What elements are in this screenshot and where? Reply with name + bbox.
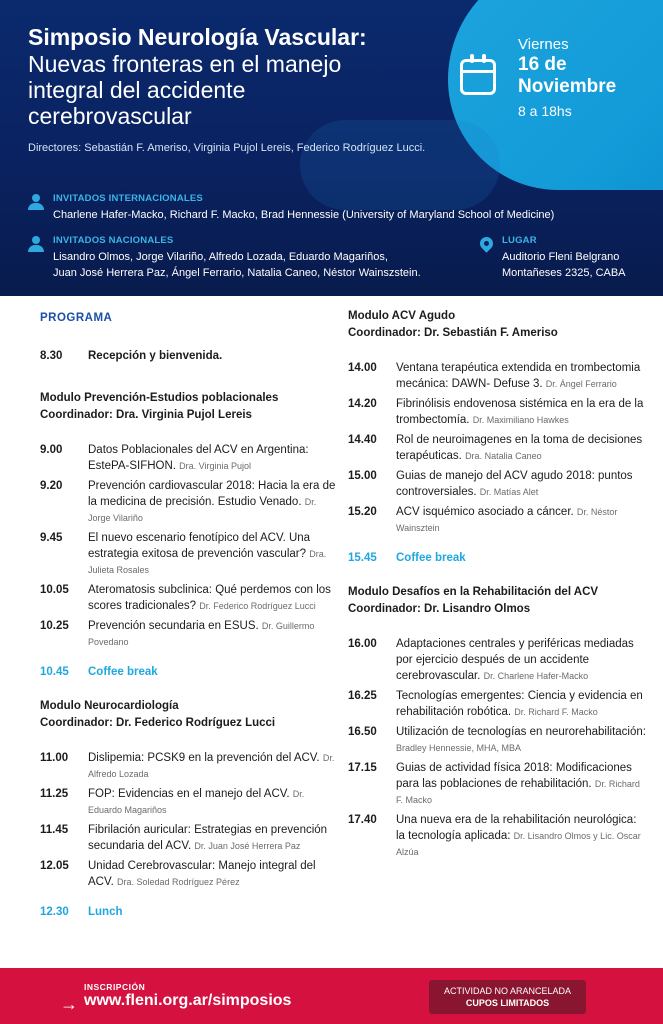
entry-time: 15.20 bbox=[348, 506, 377, 518]
program-entry bbox=[40, 858, 340, 890]
entry-time: 10.05 bbox=[40, 584, 69, 596]
national-names-line: Juan José Herrera Paz, Ángel Ferrario, Natalia Caneo, Néstor Wainszstein. bbox=[53, 267, 421, 279]
entry-text: Unidad Cerebrovascular: Manejo integral del ACV. bbox=[88, 860, 316, 888]
entry-time: 11.25 bbox=[40, 788, 69, 800]
entry-text: Rol de neuroimagenes en la toma de decisiones terapéuticas. bbox=[396, 434, 643, 462]
international-label: INVITADOS INTERNACIONALES bbox=[53, 193, 203, 204]
entry-speaker: Dra. Soledad Rodríguez Pérez bbox=[117, 877, 240, 887]
entry-text: Fibrinólisis endovenosa sistémica en la era de la trombectomía. bbox=[396, 398, 644, 426]
program-entry bbox=[40, 442, 340, 474]
entry-description bbox=[396, 636, 648, 684]
program-entry bbox=[40, 530, 340, 578]
module-coordinator: Coordinador: Dr. Lisandro Olmos bbox=[348, 603, 531, 615]
person-icon bbox=[28, 236, 44, 252]
module-items bbox=[40, 750, 340, 890]
title-bold: Simposio Neurología Vascular: bbox=[28, 24, 367, 50]
header bbox=[0, 0, 663, 296]
entry-speaker: Dra. Julieta Rosales bbox=[88, 549, 327, 575]
program-entry bbox=[348, 636, 648, 684]
entry-text: Utilización de tecnologías en neurorehabilitación: bbox=[396, 726, 646, 738]
program-entry bbox=[40, 478, 340, 526]
entry-text: Recepción y bienvenida. bbox=[88, 350, 223, 362]
title-line: integral del accidente bbox=[28, 77, 246, 103]
entry-text: Ventana terapéutica extendida en trombectomia mecánica: DAWN- Defuse 3. bbox=[396, 362, 641, 390]
entry-time: 15.00 bbox=[348, 470, 377, 482]
event-day: Viernes bbox=[518, 36, 569, 53]
event-title bbox=[28, 24, 448, 129]
entry-description bbox=[88, 530, 340, 578]
program-entry bbox=[40, 348, 340, 364]
registration-link[interactable]: www.fleni.org.ar/simposios bbox=[84, 992, 292, 1009]
entry-description bbox=[88, 786, 340, 818]
module-items bbox=[348, 636, 648, 860]
break-time: 15.45 bbox=[348, 552, 377, 564]
entry-description bbox=[396, 396, 648, 428]
entry-text: ACV isquémico asociado a cáncer. bbox=[396, 506, 574, 518]
module-coordinator: Coordinador: Dr. Federico Rodríguez Lucci bbox=[40, 717, 276, 729]
entry-text: Dislipemia: PCSK9 en la prevención del ACV. bbox=[88, 752, 320, 764]
program-title: PROGRAMA bbox=[40, 312, 113, 324]
entry-speaker: Dr. Charlene Hafer-Macko bbox=[483, 671, 589, 681]
entry-speaker: Dr. Ángel Ferrario bbox=[545, 379, 617, 389]
registration-label: INSCRIPCIÓN bbox=[84, 982, 146, 992]
directors: Directores: Sebastián F. Ameriso, Virginia Pujol Lereis, Federico Rodríguez Lucci. bbox=[28, 142, 426, 154]
entry-description bbox=[396, 724, 648, 756]
program-entry bbox=[348, 688, 648, 720]
entry-speaker: Dr. Jorge Vilariño bbox=[88, 497, 317, 523]
arrow-right-icon: → bbox=[60, 994, 78, 1014]
entry-time: 9.00 bbox=[40, 444, 63, 456]
module-items bbox=[348, 360, 648, 536]
venue bbox=[502, 233, 626, 281]
program-entry bbox=[348, 760, 648, 808]
entry-description bbox=[88, 750, 340, 782]
coffee-break bbox=[40, 664, 340, 680]
national-names-line: Lisandro Olmos, Jorge Vilariño, Alfredo Lozada, Eduardo Magariños, bbox=[53, 251, 388, 263]
entry-time: 11.45 bbox=[40, 824, 69, 836]
international-names: Charlene Hafer-Macko, Richard F. Macko, Brad Hennessie (University of Maryland School of Medicine) bbox=[53, 209, 555, 221]
entry-speaker: Dr. Alfredo Lozada bbox=[88, 753, 335, 779]
entry-speaker: Dr. Richard F. Macko bbox=[396, 779, 640, 805]
program-right-column bbox=[348, 308, 648, 864]
entry-description bbox=[88, 822, 340, 854]
module-coordinator: Coordinador: Dra. Virginia Pujol Lereis bbox=[40, 409, 252, 421]
program-entry bbox=[348, 812, 648, 860]
program-left-column bbox=[40, 308, 340, 938]
module-name: Modulo Neurocardiología bbox=[40, 700, 179, 712]
international-guests bbox=[53, 191, 554, 223]
venue-label: LUGAR bbox=[502, 235, 537, 246]
entry-speaker: Dr. Lisandro Olmos y Lic. Oscar Alzúa bbox=[396, 831, 641, 857]
entry-time: 16.25 bbox=[348, 690, 377, 702]
entry-speaker: Bradley Hennessie, MHA, MBA bbox=[396, 743, 522, 753]
national-label: INVITADOS NACIONALES bbox=[53, 235, 174, 246]
entry-speaker: Dr. Guillermo Povedano bbox=[88, 621, 315, 647]
entry-speaker: Dra. Virginia Pujol bbox=[179, 461, 252, 471]
break-text: Lunch bbox=[88, 906, 123, 918]
entry-description bbox=[88, 442, 340, 474]
entry-time: 11.00 bbox=[40, 752, 69, 764]
entry-time: 14.00 bbox=[348, 362, 377, 374]
event-date-line2: Noviembre bbox=[518, 76, 617, 97]
entry-text: Tecnologías emergentes: Ciencia y evidencia en rehabilitación robótica. bbox=[396, 690, 643, 718]
break-text: Coffee break bbox=[396, 552, 466, 564]
event-date bbox=[518, 36, 616, 120]
entry-text: Ateromatosis subclinica: Qué perdemos con los scores tradicionales? bbox=[88, 584, 331, 612]
program-entry bbox=[348, 396, 648, 428]
entry-time: 14.20 bbox=[348, 398, 377, 410]
entry-text: Datos Poblacionales del ACV en Argentina: EstePA-SIFHON. bbox=[88, 444, 309, 472]
entry-description bbox=[88, 478, 340, 526]
entry-text: Guias de actividad física 2018: Modificaciones para las poblaciones de rehabilitación. bbox=[396, 762, 632, 790]
entry-text: FOP: Evidencias en el manejo del ACV. bbox=[88, 788, 290, 800]
module-items bbox=[40, 442, 340, 650]
entry-speaker: Dr. Juan José Herrera Paz bbox=[194, 841, 301, 851]
coffee-break bbox=[348, 550, 648, 566]
entry-time: 17.40 bbox=[348, 814, 377, 826]
entry-text: Guias de manejo del ACV agudo 2018: puntos controversiales. bbox=[396, 470, 633, 498]
entry-time: 16.50 bbox=[348, 726, 377, 738]
entry-description bbox=[396, 360, 648, 392]
venue-name: Auditorio Fleni Belgrano bbox=[502, 251, 620, 263]
entry-text: Adaptaciones centrales y periféricas mediadas por ejercicio después de un accidente cerebrovascular. bbox=[396, 638, 634, 682]
entry-time: 8.30 bbox=[40, 350, 63, 362]
entry-speaker: Dr. Matías Alet bbox=[479, 487, 539, 497]
entry-text: Prevención cardiovascular 2018: Hacia la era de la medicina de precisión. Estudio Venado. bbox=[88, 480, 336, 508]
entry-speaker: Dr. Federico Rodríguez Lucci bbox=[199, 601, 316, 611]
entry-speaker: Dra. Natalia Caneo bbox=[465, 451, 542, 461]
event-date-line1: 16 de bbox=[518, 54, 567, 75]
entry-time: 14.40 bbox=[348, 434, 377, 446]
event-time: 8 a 18hs bbox=[518, 103, 572, 119]
entry-speaker: Dr. Eduardo Magariños bbox=[88, 789, 305, 815]
entry-time: 12.05 bbox=[40, 860, 69, 872]
program-entry bbox=[348, 360, 648, 392]
entry-time: 17.15 bbox=[348, 762, 377, 774]
national-guests bbox=[53, 233, 421, 281]
entry-speaker: Dr. Néstor Wainsztein bbox=[396, 507, 618, 533]
break-time: 10.45 bbox=[40, 666, 69, 678]
module-name: Modulo ACV Agudo bbox=[348, 310, 456, 322]
title-line: cerebrovascular bbox=[28, 103, 192, 129]
location-pin-icon bbox=[477, 234, 495, 252]
entry-description bbox=[88, 858, 340, 890]
entry-description bbox=[88, 618, 340, 650]
venue-address: Montañeses 2325, CABA bbox=[502, 267, 626, 279]
free-activity-badge bbox=[429, 980, 586, 1014]
entry-description bbox=[396, 760, 648, 808]
entry-text: El nuevo escenario fenotípico del ACV. Una estrategia exitosa de prevención vascular? bbox=[88, 532, 311, 560]
program-entry bbox=[348, 432, 648, 464]
entry-description bbox=[396, 504, 648, 536]
badge-line: CUPOS LIMITADOS bbox=[465, 998, 550, 1008]
calendar-icon bbox=[460, 59, 496, 95]
entry-description bbox=[396, 468, 648, 500]
entry-description bbox=[396, 432, 648, 464]
program-entry bbox=[40, 822, 340, 854]
program-entry bbox=[40, 582, 340, 614]
program-entry bbox=[348, 468, 648, 500]
program-entry bbox=[40, 618, 340, 650]
entry-speaker: Dr. Richard F. Macko bbox=[514, 707, 598, 717]
break-time: 12.30 bbox=[40, 906, 69, 918]
entry-speaker: Dr. Maximiliano Hawkes bbox=[472, 415, 569, 425]
lunch-break bbox=[40, 904, 340, 920]
entry-time: 9.20 bbox=[40, 480, 63, 492]
module-coordinator: Coordinador: Dr. Sebastián F. Ameriso bbox=[348, 327, 558, 339]
entry-time: 9.45 bbox=[40, 532, 63, 544]
person-icon bbox=[28, 194, 44, 210]
entry-description bbox=[88, 582, 340, 614]
title-line: Nuevas fronteras en el manejo bbox=[28, 51, 342, 77]
entry-description bbox=[396, 688, 648, 720]
entry-text: Una nueva era de la rehabilitación neurológica: la tecnología aplicada: bbox=[396, 814, 637, 842]
badge-line: ACTIVIDAD NO ARANCELADA bbox=[443, 986, 572, 996]
entry-description bbox=[396, 812, 648, 860]
entry-text: Prevención secundaria en ESUS. bbox=[88, 620, 259, 632]
program-entry bbox=[40, 786, 340, 818]
program-entry bbox=[348, 504, 648, 536]
entry-time: 10.25 bbox=[40, 620, 69, 632]
entry-text: Fibrilación auricular: Estrategias en prevención secundaria del ACV. bbox=[88, 824, 328, 852]
break-text: Coffee break bbox=[88, 666, 158, 678]
module-name: Modulo Prevención-Estudios poblacionales bbox=[40, 392, 279, 404]
program-entry bbox=[40, 750, 340, 782]
program-entry bbox=[348, 724, 648, 756]
module-name: Modulo Desafíos en la Rehabilitación del ACV bbox=[348, 586, 599, 598]
entry-time: 16.00 bbox=[348, 638, 377, 650]
